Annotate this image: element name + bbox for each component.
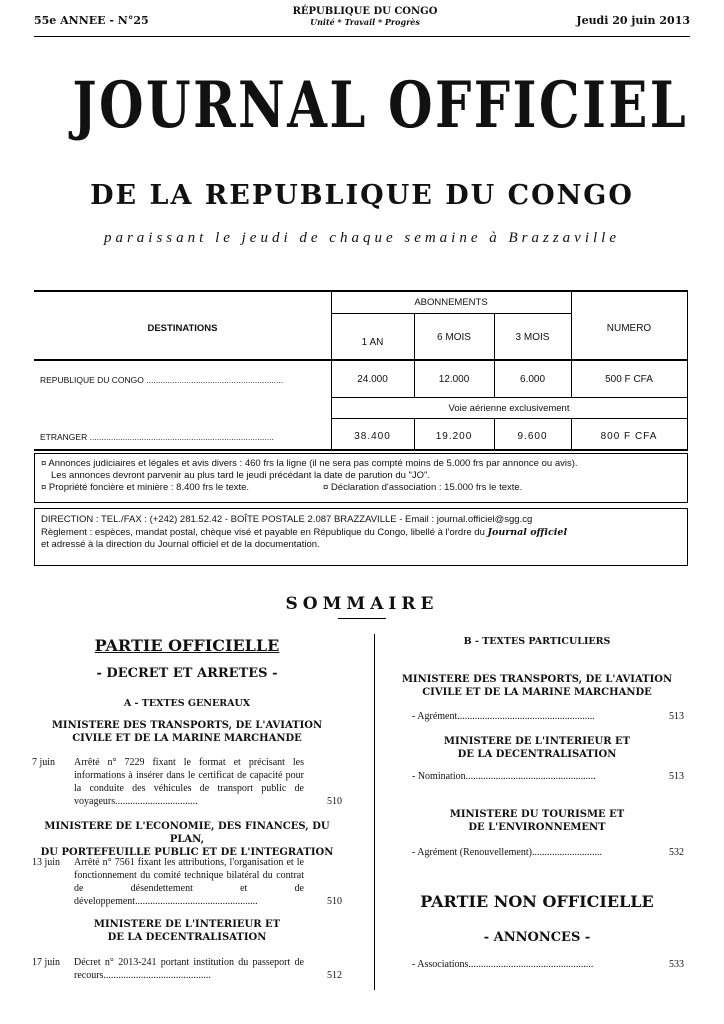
row-6mois: 12.000 xyxy=(438,374,470,385)
toc-entry[interactable] xyxy=(412,959,684,970)
table-mid-rule xyxy=(331,397,688,398)
table-top-rule xyxy=(34,290,688,292)
row-dest: REPUBLIQUE DU CONGO .......................................................... xyxy=(40,375,284,385)
journal-subtitle: DE LA REPUBLIQUE DU CONGO xyxy=(90,180,634,211)
col-abonnements: ABONNEMENTS xyxy=(414,297,488,308)
col-1an: 1 AN xyxy=(361,337,384,348)
entry-date: 17 juin xyxy=(32,957,61,968)
reglement-text: Règlement : espèces, mandat postal, chèque visé et payable en République du Congo, libellé à l'ordre du xyxy=(41,526,485,538)
header-rule xyxy=(34,36,690,37)
col-6mois: 6 MOIS xyxy=(437,332,471,343)
decret-arretes-heading: - DECRET ET ARRETES - xyxy=(96,666,278,681)
entry-text: - Agrément (Renouvellement)............................ xyxy=(412,847,602,858)
ministry-heading: MINISTERE DES TRANSPORTS, DE L'AVIATION CIVILE ET DE LA MARINE MARCHANDE xyxy=(401,674,673,698)
ministry-heading: MINISTERE DE L'ECONOMIE, DES FINANCES, DU PLAN, DU PORTEFEUILLE PUBLIC ET DE L'INTEGRATION xyxy=(40,821,334,858)
col-numero: NUMERO xyxy=(606,323,652,334)
table-bottom-rule xyxy=(34,449,688,451)
annonces-rate: ¤ Annonces judiciaires et légales et avis divers : 460 frs la ligne (il ne sera pas compté moins de 5.000 frs par annonce ou avis). xyxy=(41,458,578,469)
sommaire-title: SOMMAIRE xyxy=(285,594,439,614)
row-dest: ETRANGER .............................................................................. xyxy=(40,432,274,442)
country-name: RÉPUBLIQUE DU CONGO xyxy=(292,6,438,17)
annonces-box xyxy=(34,453,688,503)
entry-text: Arrêté n° 7561 fixant les attributions, l'organisation et le fonctionnement du comité technique bilatéral du contrat de désendettement et de développement................................................. xyxy=(74,857,304,907)
edition-number: 55e ANNEE - N°25 xyxy=(34,14,149,27)
national-motto: Unité * Travail * Progrès xyxy=(310,17,420,27)
toc-entry[interactable] xyxy=(32,856,342,916)
entry-date: 13 juin xyxy=(32,857,61,868)
col-destinations: DESTINATIONS xyxy=(147,323,218,334)
row-6mois: 19.200 xyxy=(435,431,473,442)
row-1an: 38.400 xyxy=(354,431,391,442)
column-divider xyxy=(374,634,375,990)
entry-text: Arrêté n° 7229 fixant le format et précisant les informations à insérer dans le certificat de capacité pour la conduite des véhicules de transport public de voyageurs................................. xyxy=(74,757,304,807)
toc-entry[interactable] xyxy=(32,756,342,816)
toc-entry[interactable] xyxy=(412,771,684,782)
reglement-text-end: et adressé à la direction du Journal officiel et de la documentation. xyxy=(41,539,320,550)
entry-text: - Associations.................................................. xyxy=(412,959,594,970)
entry-page: 533 xyxy=(669,959,684,970)
ministry-heading: MINISTERE DES TRANSPORTS, DE L'AVIATION CIVILE ET DE LA MARINE MARCHANDE xyxy=(51,720,323,744)
sommaire-rule xyxy=(338,618,386,619)
partie-non-officielle-heading: PARTIE NON OFFICIELLE xyxy=(420,892,654,911)
col-3mois: 3 MOIS xyxy=(515,332,550,343)
entry-text: Décret n° 2013-241 portant institution du passeport de recours........................................... xyxy=(74,957,304,981)
row-1an: 24.000 xyxy=(357,374,388,385)
toc-entry[interactable] xyxy=(412,711,684,722)
entry-date: 7 juin xyxy=(32,757,56,768)
entry-page: 513 xyxy=(669,711,684,722)
ministry-heading: MINISTERE DE L'INTERIEUR ET DE LA DECENTRALISATION xyxy=(93,919,281,943)
journal-officiel-mention: Journal officiel xyxy=(487,526,568,538)
row-numero: 500 F CFA xyxy=(605,374,653,385)
entry-page: 512 xyxy=(327,970,342,981)
row-3mois: 6.000 xyxy=(519,374,546,385)
entry-page: 510 xyxy=(327,796,342,807)
propriete-fonciere: ¤ Propriété foncière et minière : 8.400 frs le texte. xyxy=(41,482,250,493)
voie-aerienne: Voie aérienne exclusivement xyxy=(448,403,570,414)
textes-generaux-heading: A - TEXTES GENERAUX xyxy=(123,698,251,709)
toc-entry[interactable] xyxy=(32,956,342,986)
partie-officielle-heading: PARTIE OFFICIELLE xyxy=(94,636,280,655)
toc-entry[interactable] xyxy=(412,847,684,858)
entry-text: - Agrément....................................................... xyxy=(412,711,595,722)
country-header xyxy=(200,6,530,27)
direction-contact: DIRECTION : TEL./FAX : (+242) 281.52.42 - BOÎTE POSTALE 2.087 BRAZZAVILLE - Email : journal.officiel@sgg.cg xyxy=(41,514,533,525)
journal-title: JOURNAL OFFICIEL xyxy=(72,68,689,143)
annonces-heading: - ANNONCES - xyxy=(483,930,591,945)
row-3mois: 9.600 xyxy=(517,431,548,442)
entry-page: 532 xyxy=(669,847,684,858)
table-vline xyxy=(687,290,688,450)
entry-page: 510 xyxy=(327,896,342,907)
table-abonnements-rule xyxy=(331,313,571,314)
direction-box xyxy=(34,508,688,566)
entry-text: - Nomination.................................................... xyxy=(412,771,596,782)
journal-tagline: paraissant le jeudi de chaque semaine à Brazzaville xyxy=(103,230,621,246)
row-numero: 800 F CFA xyxy=(600,431,658,442)
ministry-heading: MINISTERE DE L'INTERIEUR ET DE LA DECENTRALISATION xyxy=(443,736,631,760)
declaration-association: ¤ Déclaration d'association : 15.000 frs le texte. xyxy=(323,482,523,493)
table-voie-rule xyxy=(331,418,688,419)
issue-date: Jeudi 20 juin 2013 xyxy=(576,14,690,27)
ministry-heading: MINISTERE DU TOURISME ET DE L'ENVIRONNEMENT xyxy=(449,809,625,833)
textes-particuliers-heading: B - TEXTES PARTICULIERS xyxy=(463,636,611,647)
table-vline xyxy=(331,290,332,450)
table-header-rule xyxy=(34,359,688,361)
entry-page: 513 xyxy=(669,771,684,782)
annonces-deadline: Les annonces devront parvenir au plus tard le jeudi précédant la date de parution du "JO". xyxy=(51,470,431,481)
